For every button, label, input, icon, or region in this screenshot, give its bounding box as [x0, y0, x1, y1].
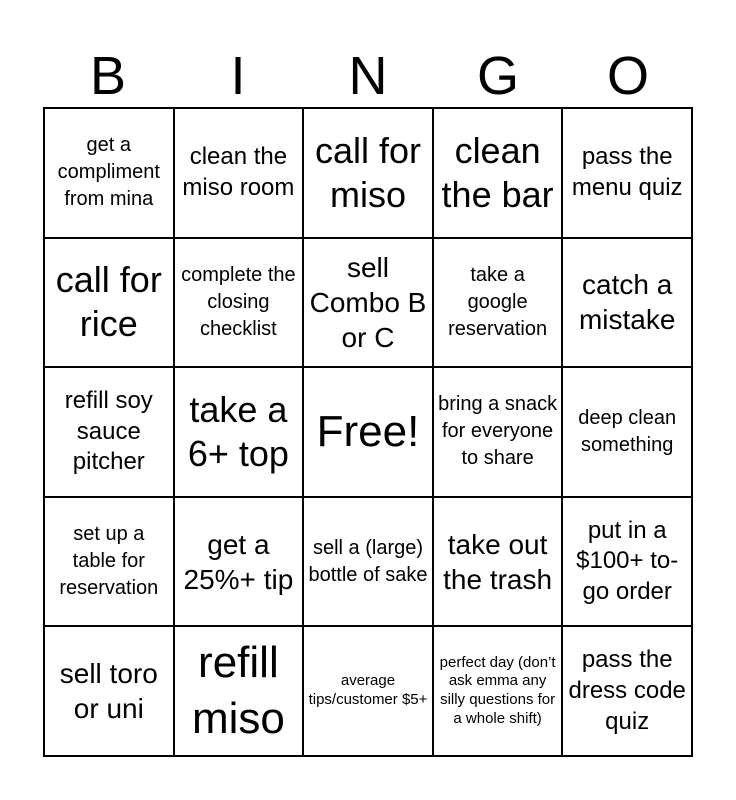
header-letter-g: G [476, 46, 519, 106]
bingo-cell-text: complete the closing checklist [181, 263, 296, 340]
bingo-header [43, 44, 693, 108]
header-letter-o: O [606, 46, 649, 106]
bingo-cell-text: get a 25%+ tip [183, 528, 294, 595]
bingo-cell[interactable] [174, 497, 304, 627]
free-space-text: Free! [316, 406, 420, 456]
bingo-cell-text: average tips/customer $5+ [308, 672, 428, 709]
bingo-cell[interactable] [562, 108, 692, 238]
bingo-cell-text: bring a snack for everyone to share [438, 393, 558, 470]
bingo-cell-text: clean the bar [441, 129, 554, 215]
bingo-cell-text: call for rice [55, 259, 162, 345]
bingo-cell[interactable] [433, 626, 563, 756]
bingo-cell[interactable] [433, 238, 563, 368]
header-letter-b: B [89, 46, 127, 106]
bingo-cell[interactable] [174, 238, 304, 368]
bingo-cell-text: perfect day (don’t ask emma any silly questions for a whole shift) [439, 653, 556, 727]
bingo-cell[interactable] [433, 497, 563, 627]
bingo-cell[interactable] [174, 367, 304, 497]
bingo-cell-text: pass the menu quiz [571, 143, 683, 201]
bingo-cell-text: pass the dress code quiz [568, 646, 686, 735]
bingo-cell[interactable] [174, 108, 304, 238]
bingo-cell[interactable] [44, 367, 174, 497]
bingo-cell[interactable] [303, 497, 433, 627]
bingo-cell[interactable] [44, 238, 174, 368]
header-letter-n: N [348, 46, 388, 106]
bingo-cell[interactable] [303, 238, 433, 368]
free-space-cell[interactable] [303, 367, 433, 497]
bingo-cell[interactable] [433, 367, 563, 497]
header-letter-i: I [230, 46, 246, 106]
bingo-cell-text: take a 6+ top [187, 389, 289, 474]
bingo-cell[interactable] [562, 367, 692, 497]
bingo-cell-text: sell Combo B or C [309, 251, 427, 353]
bingo-cell-text: clean the miso room [182, 143, 295, 201]
bingo-cell-text: set up a table for reservation [59, 523, 159, 600]
bingo-cell[interactable] [433, 108, 563, 238]
bingo-card-grid [43, 107, 693, 757]
bingo-cell[interactable] [303, 626, 433, 756]
bingo-cell-text: get a compliment from mina [57, 134, 160, 211]
bingo-cell-text: deep clean something [578, 406, 677, 456]
bingo-cell[interactable] [303, 108, 433, 238]
bingo-cell[interactable] [44, 108, 174, 238]
bingo-cell[interactable] [44, 497, 174, 627]
bingo-cell-text: take out the trash [443, 528, 553, 595]
bingo-cell-text: refill miso [191, 637, 285, 744]
bingo-cell-text: put in a $100+ to-go order [576, 516, 679, 605]
bingo-cell-text: sell toro or uni [59, 658, 158, 725]
bingo-cell[interactable] [562, 238, 692, 368]
bingo-cell-text: refill soy sauce pitcher [64, 386, 153, 476]
bingo-cell[interactable] [562, 497, 692, 627]
bingo-cell-text: call for miso [314, 129, 421, 215]
bingo-cell[interactable] [562, 626, 692, 756]
bingo-cell[interactable] [174, 626, 304, 756]
bingo-cell-text: take a google reservation [448, 263, 548, 340]
bingo-cell-text: sell a (large) bottle of sake [308, 536, 428, 586]
bingo-cell[interactable] [44, 626, 174, 756]
bingo-cell-text: catch a mistake [578, 269, 676, 336]
